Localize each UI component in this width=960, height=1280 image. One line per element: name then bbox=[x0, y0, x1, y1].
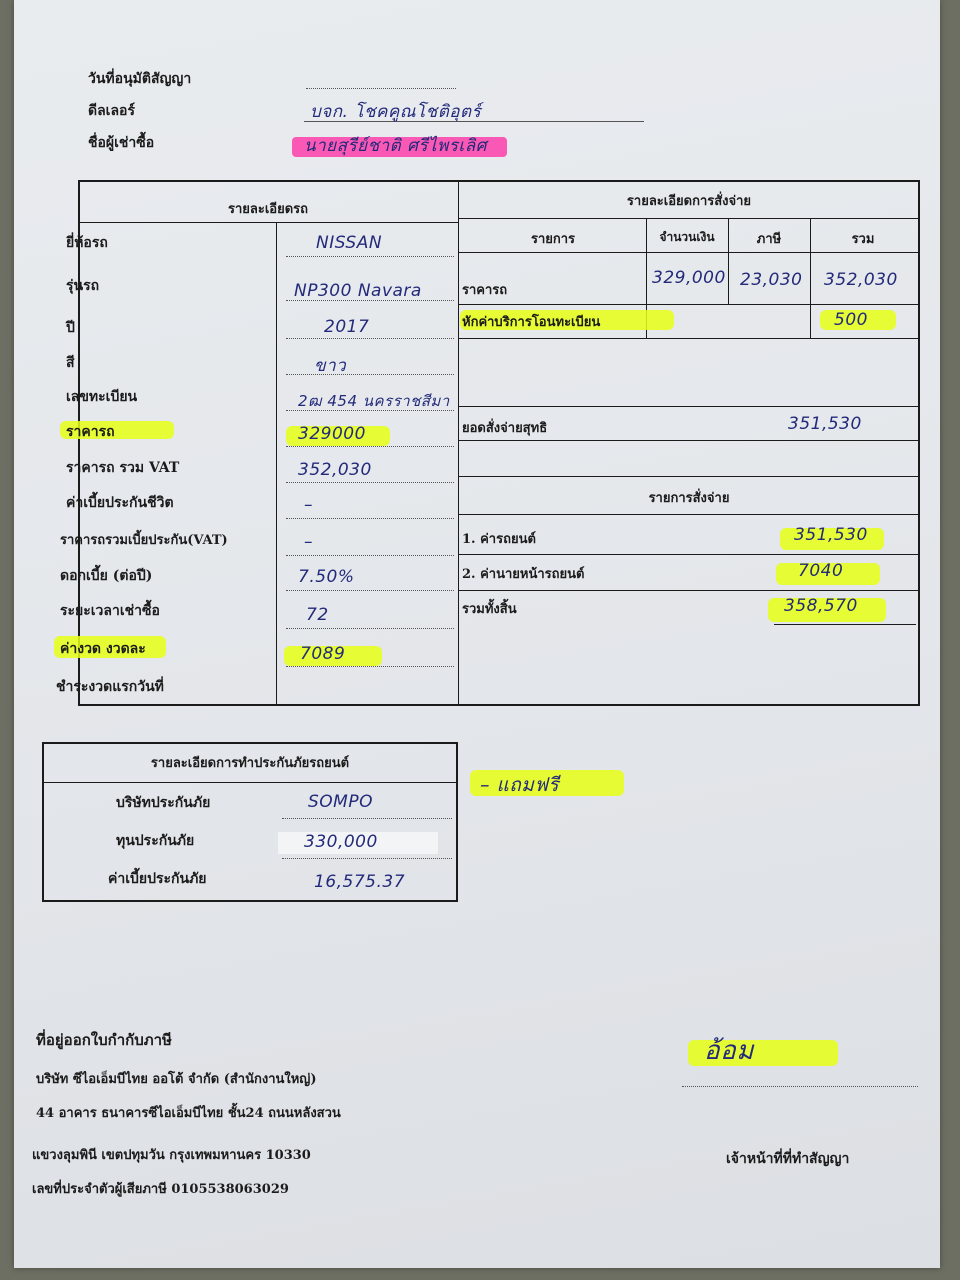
dealer-label: ดีลเลอร์ bbox=[88, 103, 135, 119]
car-row-value: 2ฒ 454 นครราชสีมา bbox=[298, 392, 450, 410]
row-line bbox=[458, 590, 920, 591]
col-header-tax: ภาษี bbox=[756, 232, 782, 247]
payout-row-value: 7040 bbox=[798, 561, 844, 581]
deduction-total: 500 bbox=[834, 310, 868, 330]
car-row-line bbox=[286, 628, 454, 629]
row-line bbox=[458, 440, 920, 441]
car-row-line bbox=[286, 256, 454, 257]
payout-row-label: 2. ค่านายหน้ารถยนต์ bbox=[462, 567, 585, 582]
car-row-value: 2017 bbox=[324, 317, 370, 337]
table-divider bbox=[458, 180, 459, 706]
insurance-row-label: ทุนประกันภัย bbox=[116, 833, 195, 849]
car-row-value: – bbox=[304, 532, 313, 552]
insurance-title: รายละเอียดการทำประกันภัยรถยนต์ bbox=[150, 756, 350, 771]
car-row-label: เลขทะเบียน bbox=[66, 389, 138, 405]
address-line: แขวงลุมพินี เขตปทุมวัน กรุงเทพมหานคร 10330 bbox=[32, 1148, 311, 1163]
payout-title: รายการสั่งจ่าย bbox=[648, 491, 730, 506]
car-row-value: – bbox=[304, 495, 313, 515]
insurance-row-label: บริษัทประกันภัย bbox=[116, 795, 211, 811]
car-row-value: NISSAN bbox=[316, 233, 383, 253]
car-row-label: ราคารถ bbox=[66, 424, 115, 440]
insurance-header-line bbox=[42, 782, 458, 783]
car-row-line bbox=[286, 446, 454, 447]
car-row-line bbox=[286, 590, 454, 591]
main-table bbox=[78, 180, 920, 706]
insurance-row-value: SOMPO bbox=[308, 792, 373, 812]
payout-row-label: รวมทั้งสิ้น bbox=[462, 602, 517, 617]
car-row-label: ราคารถ รวม VAT bbox=[66, 460, 180, 476]
row-line bbox=[458, 554, 920, 555]
buyer-label: ชื่อผู้เช่าซื้อ bbox=[88, 135, 155, 151]
car-row-value: 72 bbox=[306, 605, 329, 625]
car-row-label: ชำระงวดแรกวันที่ bbox=[56, 679, 164, 695]
car-row-value: 352,030 bbox=[298, 460, 372, 480]
payment-details-title: รายละเอียดการสั่งจ่าย bbox=[626, 194, 752, 209]
row-line bbox=[458, 304, 920, 305]
officer-signature: อ้อม bbox=[704, 1036, 754, 1066]
officer-label: เจ้าหน้าที่ที่ทำสัญญา bbox=[726, 1151, 850, 1167]
row-line bbox=[458, 476, 920, 477]
deduction-label: หักค่าบริการโอนทะเบียน bbox=[462, 315, 601, 330]
net-label: ยอดสั่งจ่ายสุทธิ bbox=[462, 421, 548, 436]
car-row-line bbox=[286, 374, 454, 375]
row-line bbox=[458, 514, 920, 515]
row-line bbox=[458, 338, 920, 339]
car-price-label: ราคารถ bbox=[462, 283, 508, 298]
dealer-value: บจก. โชคคูณโชติอุตร์ bbox=[310, 102, 482, 122]
car-row-value: NP300 Navara bbox=[294, 281, 422, 301]
car-row-line bbox=[286, 482, 454, 483]
col-divider bbox=[728, 218, 729, 304]
row-line bbox=[458, 406, 920, 407]
address-line: บริษัท ซีไอเอ็มบีไทย ออโต้ จำกัด (สำนักงานใหญ่) bbox=[36, 1072, 317, 1087]
signature-line bbox=[682, 1086, 918, 1087]
car-row-line bbox=[286, 338, 454, 339]
car-details-col-divider bbox=[276, 222, 277, 706]
total-underline bbox=[774, 624, 916, 625]
payout-row-value: 351,530 bbox=[794, 525, 868, 545]
col-header-line bbox=[458, 252, 920, 253]
insurance-row-value: 16,575.37 bbox=[314, 872, 406, 892]
car-row-label: สี bbox=[66, 355, 75, 371]
col-divider bbox=[810, 218, 811, 338]
address-line: 44 อาคาร ธนาคารซีไอเอ็มบีไทย ชั้น24 ถนนหลังสวน bbox=[36, 1106, 341, 1121]
address-line: เลขที่ประจำตัวผู้เสียภาษี 0105538063029 bbox=[32, 1182, 289, 1197]
car-row-label: ดอกเบี้ย (ต่อปี) bbox=[60, 568, 153, 584]
car-details-title: รายละเอียดรถ bbox=[227, 202, 308, 217]
car-price-total: 352,030 bbox=[824, 270, 898, 290]
insurance-note: – แถมฟรี bbox=[480, 774, 559, 796]
payment-header-line bbox=[458, 218, 920, 219]
car-row-value: 7.50% bbox=[298, 567, 355, 587]
car-row-label: ยี่ห้อรถ bbox=[66, 235, 108, 251]
car-row-line bbox=[286, 555, 454, 556]
insurance-row-label: ค่าเบี้ยประกันภัย bbox=[108, 871, 207, 887]
col-header-item: รายการ bbox=[530, 232, 576, 247]
car-row-line bbox=[286, 666, 454, 667]
insurance-row-line bbox=[282, 858, 452, 859]
approval-date-line bbox=[306, 88, 456, 89]
col-header-amount: จำนวนเงิน bbox=[659, 230, 715, 244]
col-header-total: รวม bbox=[851, 232, 875, 247]
tax-invoice-title: ที่อยู่ออกใบกำกับภาษี bbox=[36, 1031, 172, 1049]
car-row-label: ค่างวด งวดละ bbox=[60, 641, 146, 657]
car-row-label: ค่าเบี้ยประกันชีวิต bbox=[66, 495, 174, 511]
car-row-label: ราคารถรวมเบี้ยประกัน(VAT) bbox=[60, 533, 228, 548]
car-price-tax: 23,030 bbox=[740, 270, 803, 290]
payout-total-value: 358,570 bbox=[784, 596, 858, 616]
insurance-row-value: 330,000 bbox=[304, 832, 378, 852]
car-row-value: 329000 bbox=[298, 424, 366, 444]
car-row-label: ปี bbox=[66, 320, 75, 336]
contract-document bbox=[14, 0, 940, 1268]
car-row-value: 7089 bbox=[300, 644, 346, 664]
car-row-line bbox=[286, 518, 454, 519]
payout-row-label: 1. ค่ารถยนต์ bbox=[462, 532, 536, 547]
car-row-label: ระยะเวลาเช่าซื้อ bbox=[60, 603, 160, 619]
car-price-amount: 329,000 bbox=[652, 268, 726, 288]
car-details-header-line bbox=[78, 222, 458, 223]
approval-date-label: วันที่อนุมัติสัญญา bbox=[88, 71, 192, 87]
car-row-value: ขาว bbox=[314, 356, 347, 376]
buyer-value: นายสุรีย์ชาติ ศรีไพรเลิศ bbox=[304, 136, 487, 156]
net-value: 351,530 bbox=[788, 414, 862, 434]
insurance-row-line bbox=[282, 818, 452, 819]
car-row-label: รุ่นรถ bbox=[66, 278, 100, 294]
